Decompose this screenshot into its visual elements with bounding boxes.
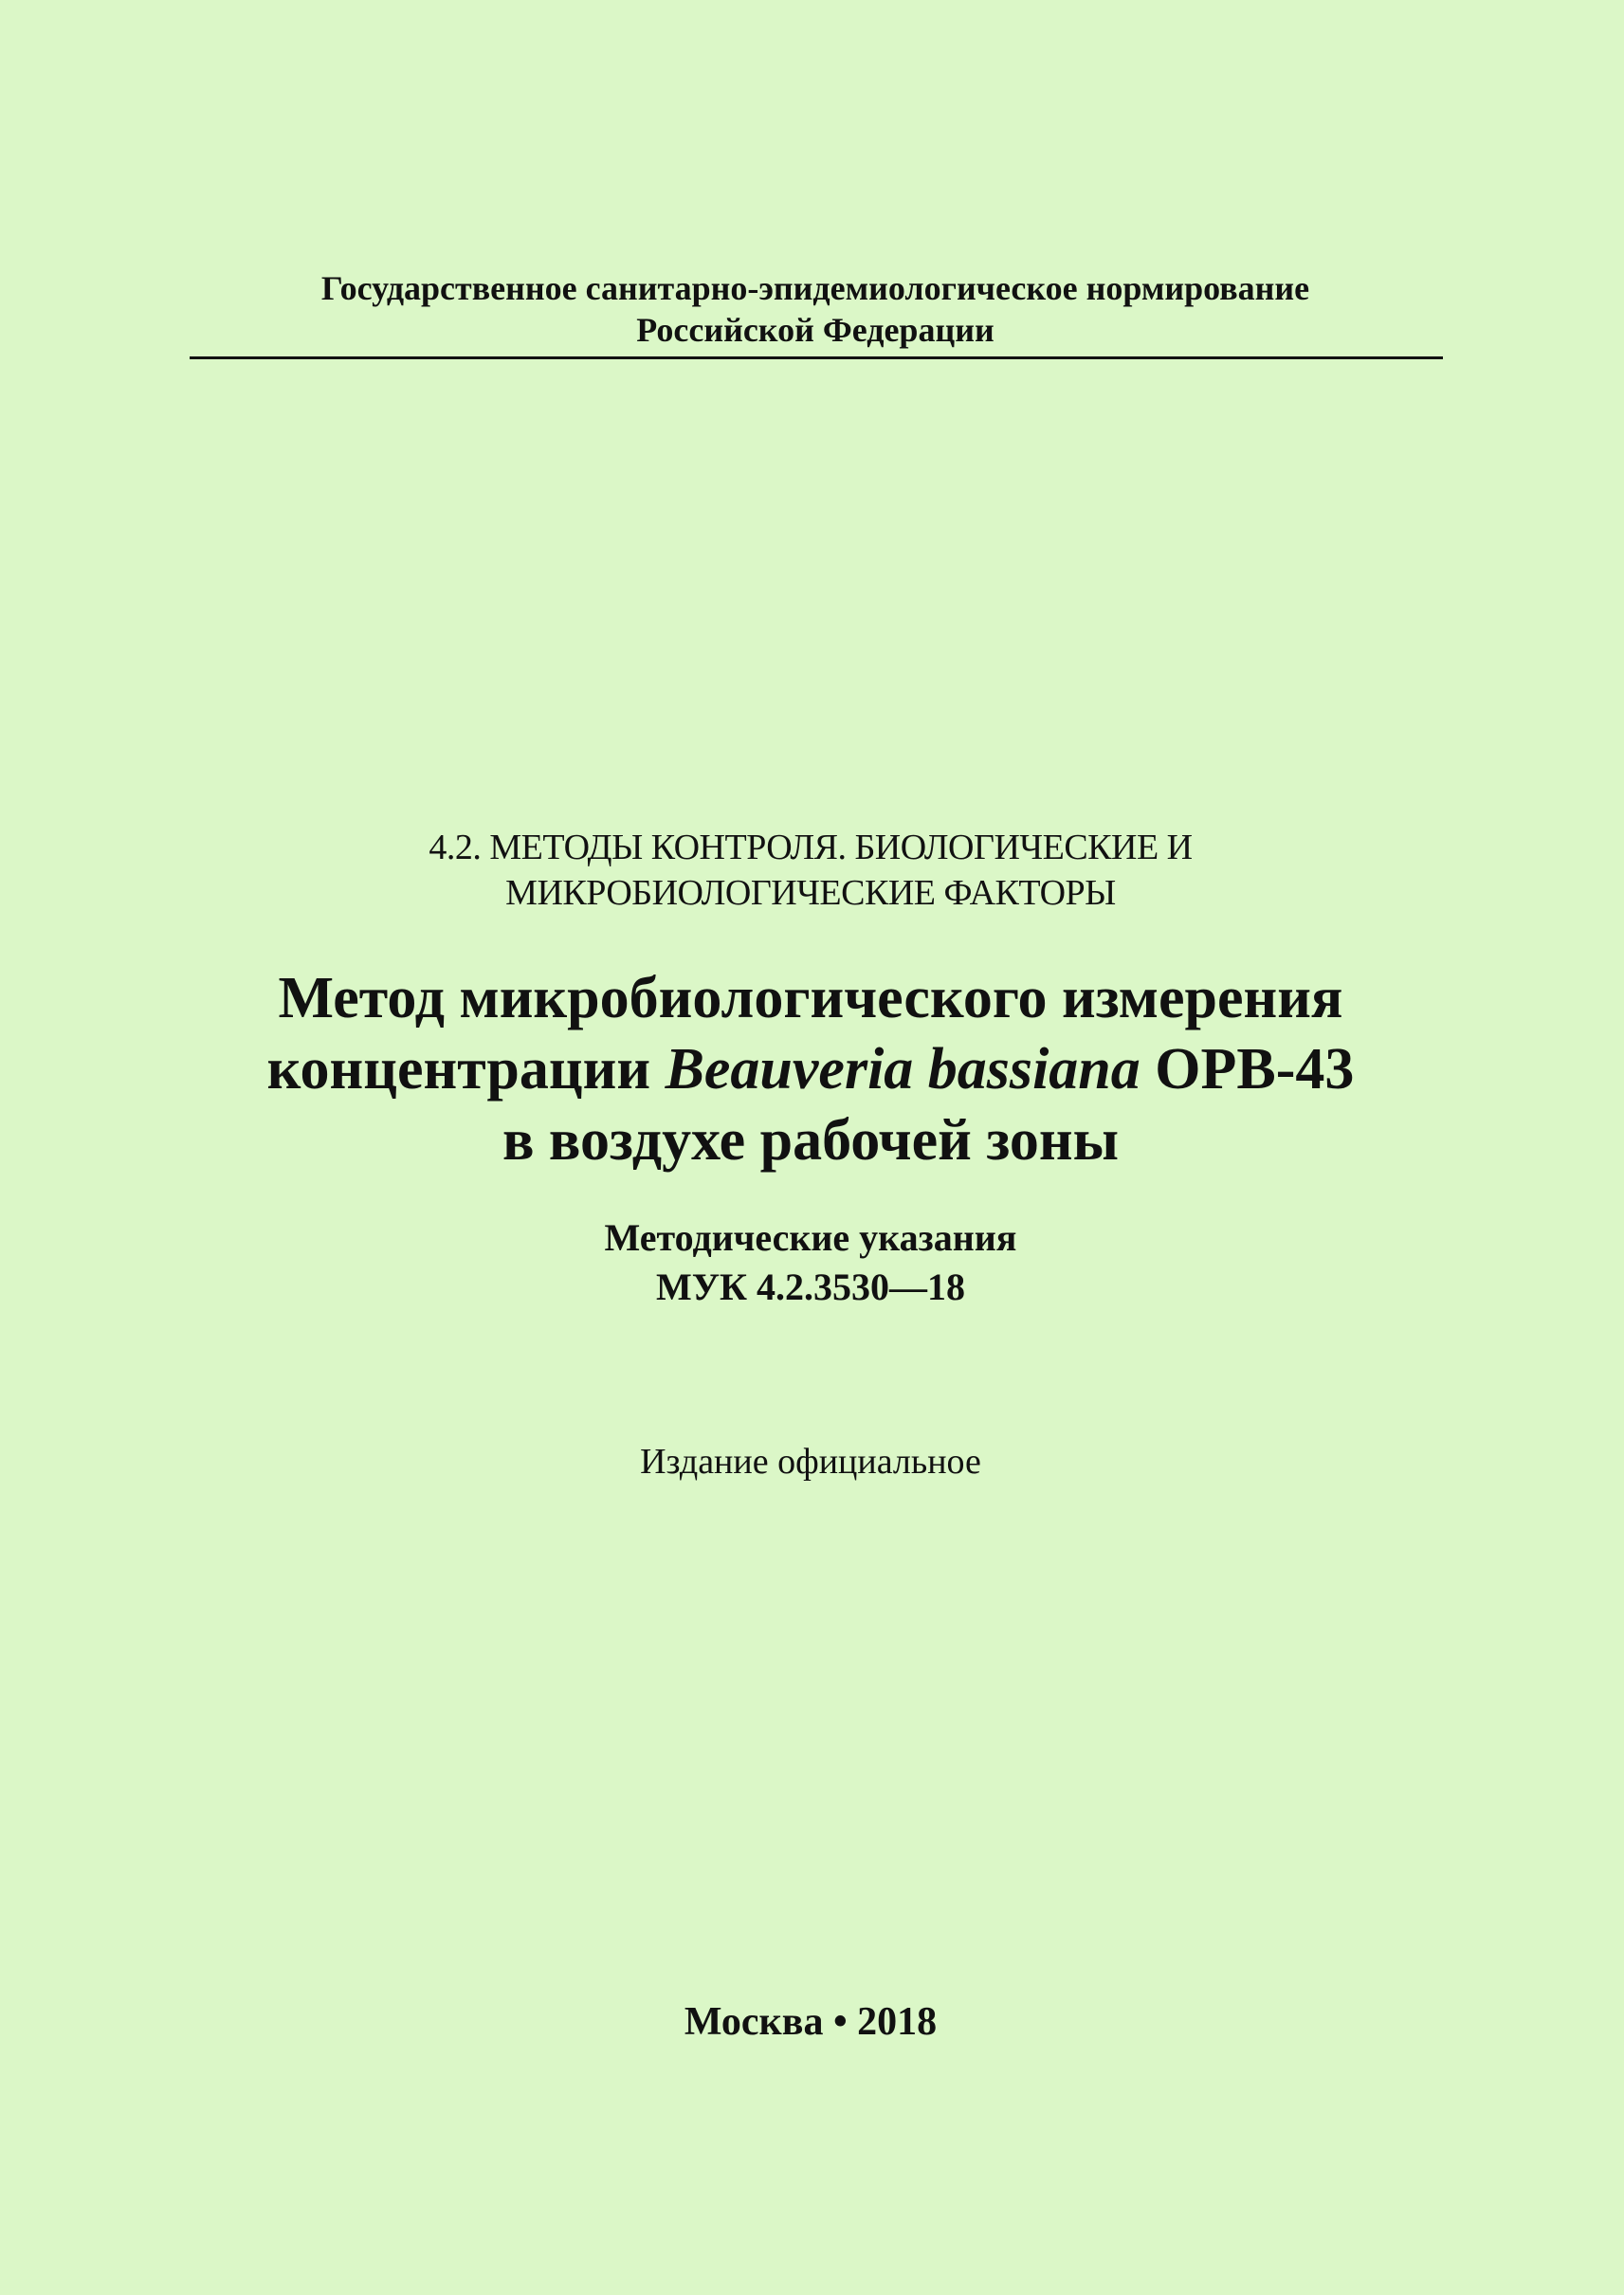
publisher-header bbox=[190, 267, 1441, 351]
header-line-1: Государственное санитарно-эпидемиологическое нормирование bbox=[320, 269, 1310, 307]
title-line-2-suffix: ОРВ-43 bbox=[1140, 1037, 1355, 1102]
section-line-1: 4.2. МЕТОДЫ КОНТРОЛЯ. БИОЛОГИЧЕСКИЕ И bbox=[429, 828, 1193, 867]
document-code: МУК 4.2.3530—18 bbox=[655, 1266, 966, 1308]
section-heading bbox=[237, 825, 1384, 916]
document-type bbox=[284, 1213, 1337, 1312]
title-line-2-prefix: концентрации bbox=[266, 1037, 666, 1102]
document-title bbox=[171, 963, 1451, 1176]
species-name: Beauveria bassiana bbox=[665, 1037, 1140, 1102]
title-line-3: в воздухе рабочей зоны bbox=[502, 1108, 1120, 1173]
document-type-label: Методические указания bbox=[604, 1216, 1017, 1259]
header-line-2: Российской Федерации bbox=[636, 311, 994, 349]
section-line-2: МИКРОБИОЛОГИЧЕСКИЕ ФАКТОРЫ bbox=[505, 873, 1116, 913]
city-year: Москва • 2018 bbox=[684, 2000, 938, 2044]
title-line-1: Метод микробиологического измерения bbox=[278, 966, 1343, 1030]
edition-label: Издание официальное bbox=[640, 1442, 981, 1482]
title-line-2 bbox=[171, 1034, 1451, 1105]
header-divider bbox=[190, 356, 1443, 359]
